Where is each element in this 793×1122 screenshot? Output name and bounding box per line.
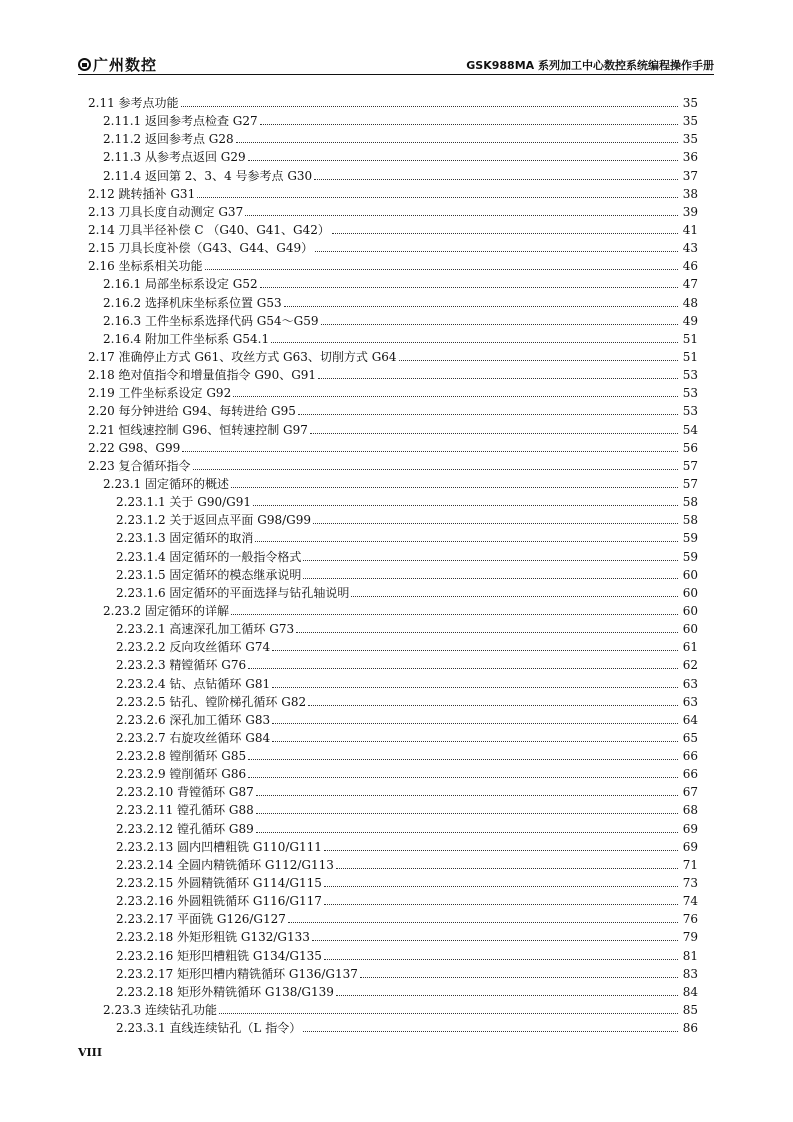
toc-entry-title: 2.16.3 工件坐标系选择代码 G54～G59 — [103, 313, 319, 328]
toc-entry[interactable] — [88, 203, 698, 221]
toc-entry[interactable] — [88, 112, 698, 130]
toc-entry-page: 73 — [682, 876, 698, 891]
toc-entry-title: 2.23.2.4 钻、点钻循环 G81 — [116, 676, 271, 691]
toc-leader-dots — [336, 868, 678, 869]
toc-leader-dots — [324, 886, 678, 887]
toc-entry[interactable] — [88, 130, 698, 148]
toc-entry-page: 84 — [682, 984, 698, 999]
toc-entry-page: 49 — [682, 313, 698, 328]
toc-entry-page: 47 — [682, 277, 698, 292]
toc-leader-dots — [315, 251, 678, 252]
toc-entry-page: 37 — [682, 168, 698, 183]
toc-entry[interactable] — [88, 529, 698, 547]
toc-leader-dots — [260, 287, 678, 288]
toc-entry-page: 60 — [682, 622, 698, 637]
toc-entry[interactable] — [88, 801, 698, 819]
toc-entry[interactable] — [88, 820, 698, 838]
toc-entry-page: 59 — [682, 531, 698, 546]
toc-leader-dots — [248, 668, 678, 669]
toc-entry-page: 57 — [682, 476, 698, 491]
header-divider — [78, 74, 714, 75]
toc-entry[interactable] — [88, 384, 698, 402]
toc-leader-dots — [312, 940, 678, 941]
toc-entry-page: 36 — [682, 150, 698, 165]
logo-text: 广州数控 — [93, 56, 158, 74]
toc-entry[interactable] — [88, 330, 698, 348]
toc-entry[interactable] — [88, 838, 698, 856]
page-header — [78, 52, 714, 74]
toc-entry-title: 2.16 坐标系相关功能 — [88, 259, 203, 274]
toc-entry-page: 56 — [682, 440, 698, 455]
toc-leader-dots — [219, 1013, 678, 1014]
toc-entry[interactable] — [88, 765, 698, 783]
toc-leader-dots — [236, 142, 678, 143]
toc-entry-page: 71 — [682, 857, 698, 872]
toc-entry[interactable] — [88, 257, 698, 275]
toc-entry-page: 53 — [682, 368, 698, 383]
toc-entry-title: 2.23.1.3 固定循环的取消 — [116, 531, 254, 546]
toc-leader-dots — [245, 215, 678, 216]
toc-entry-page: 60 — [682, 567, 698, 582]
logo — [78, 54, 157, 75]
toc-entry[interactable] — [88, 892, 698, 910]
toc-leader-dots — [231, 614, 678, 615]
toc-entry[interactable] — [88, 602, 698, 620]
toc-entry-title: 2.23.2.17 平面铣 G126/G127 — [116, 912, 286, 927]
toc-leader-dots — [248, 777, 678, 778]
toc-entry-page: 67 — [682, 785, 698, 800]
toc-leader-dots — [181, 106, 678, 107]
toc-entry[interactable] — [88, 1019, 698, 1037]
toc-leader-dots — [182, 451, 678, 452]
toc-entry-page: 35 — [682, 132, 698, 147]
toc-entry-title: 2.12 跳转插补 G31 — [88, 186, 196, 201]
toc-entry-page: 66 — [682, 749, 698, 764]
toc-entry-title: 2.23.1.1 关于 G90/G91 — [116, 495, 252, 510]
toc-entry-title: 2.16.4 附加工件坐标系 G54.1 — [103, 331, 270, 346]
toc-entry[interactable] — [88, 275, 698, 293]
toc-entry-title: 2.23.3.1 直线连续钻孔（L 指令） — [116, 1021, 302, 1036]
toc-entry-title: 2.16.2 选择机床坐标系位置 G53 — [103, 295, 282, 310]
toc-leader-dots — [310, 433, 678, 434]
toc-entry-page: 38 — [682, 186, 698, 201]
toc-leader-dots — [351, 596, 678, 597]
toc-entry-title: 2.17 准确停止方式 G61、攻丝方式 G63、切削方式 G64 — [88, 349, 397, 364]
toc-leader-dots — [296, 632, 678, 633]
toc-entry-page: 63 — [682, 694, 698, 709]
toc-entry[interactable] — [88, 620, 698, 638]
toc-entry-page: 58 — [682, 495, 698, 510]
toc-entry[interactable] — [88, 729, 698, 747]
toc-leader-dots — [272, 723, 678, 724]
toc-entry-title: 2.23 复合循环指令 — [88, 458, 191, 473]
toc-entry[interactable] — [88, 584, 698, 602]
page-number: VIII — [78, 1046, 102, 1059]
toc-entry-page: 53 — [682, 386, 698, 401]
toc-entry-title: 2.23.2.16 矩形凹槽粗铣 G134/G135 — [116, 948, 322, 963]
toc-leader-dots — [205, 269, 678, 270]
toc-entry[interactable] — [88, 928, 698, 946]
toc-entry-title: 2.19 工件坐标系设定 G92 — [88, 386, 232, 401]
toc-entry-title: 2.21 恒线速控制 G96、恒转速控制 G97 — [88, 422, 308, 437]
toc-entry-title: 2.23.2.8 镗削循环 G85 — [116, 749, 247, 764]
toc-entry[interactable] — [88, 783, 698, 801]
toc-entry-title: 2.11.2 返回参考点 G28 — [103, 132, 234, 147]
toc-entry-page: 51 — [682, 331, 698, 346]
toc-entry-title: 2.11.4 返回第 2、3、4 号参考点 G30 — [103, 168, 313, 183]
toc-entry[interactable] — [88, 366, 698, 384]
toc-entry[interactable] — [88, 439, 698, 457]
toc-entry[interactable] — [88, 185, 698, 203]
toc-leader-dots — [260, 124, 678, 125]
toc-entry[interactable] — [88, 1001, 698, 1019]
toc-leader-dots — [272, 650, 678, 651]
toc-entry-page: 58 — [682, 513, 698, 528]
toc-leader-dots — [303, 560, 678, 561]
toc-entry[interactable] — [88, 566, 698, 584]
toc-entry-title: 2.23.1.6 固定循环的平面选择与钻孔轴说明 — [116, 585, 350, 600]
toc-entry[interactable] — [88, 475, 698, 493]
toc-entry[interactable] — [88, 711, 698, 729]
toc-entry[interactable] — [88, 312, 698, 330]
toc-entry[interactable] — [88, 548, 698, 566]
toc-leader-dots — [271, 342, 678, 343]
toc-leader-dots — [303, 1031, 678, 1032]
toc-entry-title: 2.23.2.18 外矩形粗铣 G132/G133 — [116, 930, 310, 945]
toc-entry-title: 2.23.2.5 钻孔、镗阶梯孔循环 G82 — [116, 694, 307, 709]
toc-entry-title: 2.23.2.12 镗孔循环 G89 — [116, 821, 254, 836]
toc-entry[interactable] — [88, 947, 698, 965]
toc-leader-dots — [248, 759, 678, 760]
toc-entry[interactable] — [88, 874, 698, 892]
toc-entry[interactable] — [88, 856, 698, 874]
toc-leader-dots — [336, 995, 678, 996]
toc-entry[interactable] — [88, 965, 698, 983]
toc-entry[interactable] — [88, 148, 698, 166]
toc-entry-page: 69 — [682, 821, 698, 836]
toc-entry-title: 2.11.3 从参考点返回 G29 — [103, 150, 246, 165]
toc-entry-page: 54 — [682, 422, 698, 437]
toc-entry-title: 2.23.1 固定循环的概述 — [103, 476, 229, 491]
toc-entry[interactable] — [88, 167, 698, 185]
toc-entry-page: 69 — [682, 839, 698, 854]
toc-leader-dots — [248, 160, 678, 161]
toc-leader-dots — [324, 959, 678, 960]
toc-entry-page: 83 — [682, 966, 698, 981]
toc-entry-title: 2.23.2.14 全圆内精铣循环 G112/G113 — [116, 857, 334, 872]
toc-leader-dots — [272, 741, 678, 742]
toc-leader-dots — [284, 306, 678, 307]
toc-entry-page: 48 — [682, 295, 698, 310]
toc-leader-dots — [313, 523, 678, 524]
toc-entry-title: 2.23.2.10 背镗循环 G87 — [116, 785, 254, 800]
toc-entry-title: 2.23.2.17 矩形凹槽内精铣循环 G136/G137 — [116, 966, 358, 981]
toc-entry-title: 2.23.1.4 固定循环的一般指令格式 — [116, 549, 302, 564]
toc-entry[interactable] — [88, 94, 698, 112]
toc-leader-dots — [256, 832, 678, 833]
toc-entry-page: 76 — [682, 912, 698, 927]
toc-entry-page: 85 — [682, 1003, 698, 1018]
toc-entry[interactable] — [88, 693, 698, 711]
toc-entry-title: 2.23.2.2 反向攻丝循环 G74 — [116, 640, 271, 655]
toc-entry-title: 2.23.2 固定循环的详解 — [103, 603, 229, 618]
toc-entry-page: 79 — [682, 930, 698, 945]
toc-leader-dots — [253, 505, 678, 506]
toc-leader-dots — [308, 705, 678, 706]
toc-entry[interactable] — [88, 747, 698, 765]
toc-entry[interactable] — [88, 294, 698, 312]
toc-leader-dots — [197, 197, 678, 198]
toc-entry-title: 2.23.2.3 精镗循环 G76 — [116, 658, 247, 673]
toc-entry[interactable] — [88, 910, 698, 928]
toc-entry-page: 66 — [682, 767, 698, 782]
toc-entry[interactable] — [88, 221, 698, 239]
toc-entry[interactable] — [88, 402, 698, 420]
toc-entry-page: 39 — [682, 204, 698, 219]
toc-entry-page: 64 — [682, 712, 698, 727]
toc-entry[interactable] — [88, 348, 698, 366]
toc-entry-page: 86 — [682, 1021, 698, 1036]
toc-entry-title: 2.23.2.18 矩形外精铣循环 G138/G139 — [116, 984, 334, 999]
toc-entry[interactable] — [88, 421, 698, 439]
toc-entry-page: 59 — [682, 549, 698, 564]
toc-entry-title: 2.23.3 连续钻孔功能 — [103, 1003, 217, 1018]
toc-entry-title: 2.23.2.7 右旋攻丝循环 G84 — [116, 730, 271, 745]
toc-entry[interactable] — [88, 675, 698, 693]
toc-entry-title: 2.15 刀具长度补偿（G43、G44、G49） — [88, 241, 314, 256]
logo-icon — [78, 58, 91, 71]
toc-leader-dots — [318, 378, 678, 379]
toc-leader-dots — [255, 541, 678, 542]
toc-entry-page: 65 — [682, 730, 698, 745]
toc-entry-page: 53 — [682, 404, 698, 419]
toc-leader-dots — [321, 324, 678, 325]
toc-entry-page: 43 — [682, 241, 698, 256]
table-of-contents — [88, 94, 698, 1037]
toc-leader-dots — [256, 795, 678, 796]
toc-entry[interactable] — [88, 493, 698, 511]
toc-leader-dots — [332, 233, 678, 234]
toc-entry-title: 2.23.2.13 圆内凹槽粗铣 G110/G111 — [116, 839, 322, 854]
toc-leader-dots — [233, 396, 678, 397]
toc-leader-dots — [231, 487, 678, 488]
toc-entry[interactable] — [88, 638, 698, 656]
toc-leader-dots — [298, 414, 678, 415]
toc-entry-title: 2.22 G98、G99 — [88, 440, 181, 455]
toc-entry-title: 2.23.2.11 镗孔循环 G88 — [116, 803, 254, 818]
toc-entry[interactable] — [88, 511, 698, 529]
toc-entry-title: 2.23.1.2 关于返回点平面 G98/G99 — [116, 513, 312, 528]
toc-entry-title: 2.23.2.6 深孔加工循环 G83 — [116, 712, 271, 727]
toc-leader-dots — [272, 687, 678, 688]
toc-entry-page: 60 — [682, 603, 698, 618]
toc-entry-page: 41 — [682, 222, 698, 237]
toc-entry[interactable] — [88, 457, 698, 475]
toc-entry-page: 35 — [682, 96, 698, 110]
toc-entry-title: 2.23.2.16 外圆粗铣循环 G116/G117 — [116, 894, 322, 909]
toc-entry-title: 2.23.2.1 高速深孔加工循环 G73 — [116, 622, 295, 637]
toc-entry-title: 2.18 绝对值指令和增量值指令 G90、G91 — [88, 368, 317, 383]
toc-entry-title: 2.20 每分钟进给 G94、每转进给 G95 — [88, 404, 296, 419]
toc-entry-page: 57 — [682, 458, 698, 473]
toc-entry-page: 68 — [682, 803, 698, 818]
toc-entry-page: 62 — [682, 658, 698, 673]
toc-entry-page: 61 — [682, 640, 698, 655]
toc-entry-title: 2.23.1.5 固定循环的模态继承说明 — [116, 567, 302, 582]
toc-leader-dots — [314, 179, 678, 180]
toc-leader-dots — [399, 360, 678, 361]
toc-entry-title: 2.11.1 返回参考点检查 G27 — [103, 114, 258, 129]
toc-entry-title: 2.16.1 局部坐标系设定 G52 — [103, 277, 258, 292]
toc-leader-dots — [324, 850, 678, 851]
toc-entry-page: 81 — [682, 948, 698, 963]
toc-entry-title: 2.13 刀具长度自动测定 G37 — [88, 204, 244, 219]
toc-leader-dots — [288, 922, 678, 923]
toc-entry-title: 2.14 刀具半径补偿 C （G40、G41、G42） — [88, 222, 330, 237]
toc-entry-page: 35 — [682, 114, 698, 129]
toc-entry-page: 60 — [682, 585, 698, 600]
toc-entry[interactable] — [88, 239, 698, 257]
toc-entry-page: 63 — [682, 676, 698, 691]
toc-entry[interactable] — [88, 983, 698, 1001]
toc-leader-dots — [303, 578, 678, 579]
toc-leader-dots — [256, 813, 678, 814]
toc-entry-page: 51 — [682, 349, 698, 364]
toc-entry-title: 2.23.2.15 外圆精铣循环 G114/G115 — [116, 876, 322, 891]
toc-leader-dots — [324, 904, 678, 905]
toc-entry-title: 2.23.2.9 镗削循环 G86 — [116, 767, 247, 782]
manual-title: GSK988MA 系列加工中心数控系统编程操作手册 — [466, 59, 714, 72]
toc-entry-page: 74 — [682, 894, 698, 909]
toc-leader-dots — [360, 977, 678, 978]
toc-entry-title: 2.11 参考点功能 — [88, 96, 179, 110]
toc-leader-dots — [193, 469, 678, 470]
toc-entry[interactable] — [88, 656, 698, 674]
toc-entry-page: 46 — [682, 259, 698, 274]
